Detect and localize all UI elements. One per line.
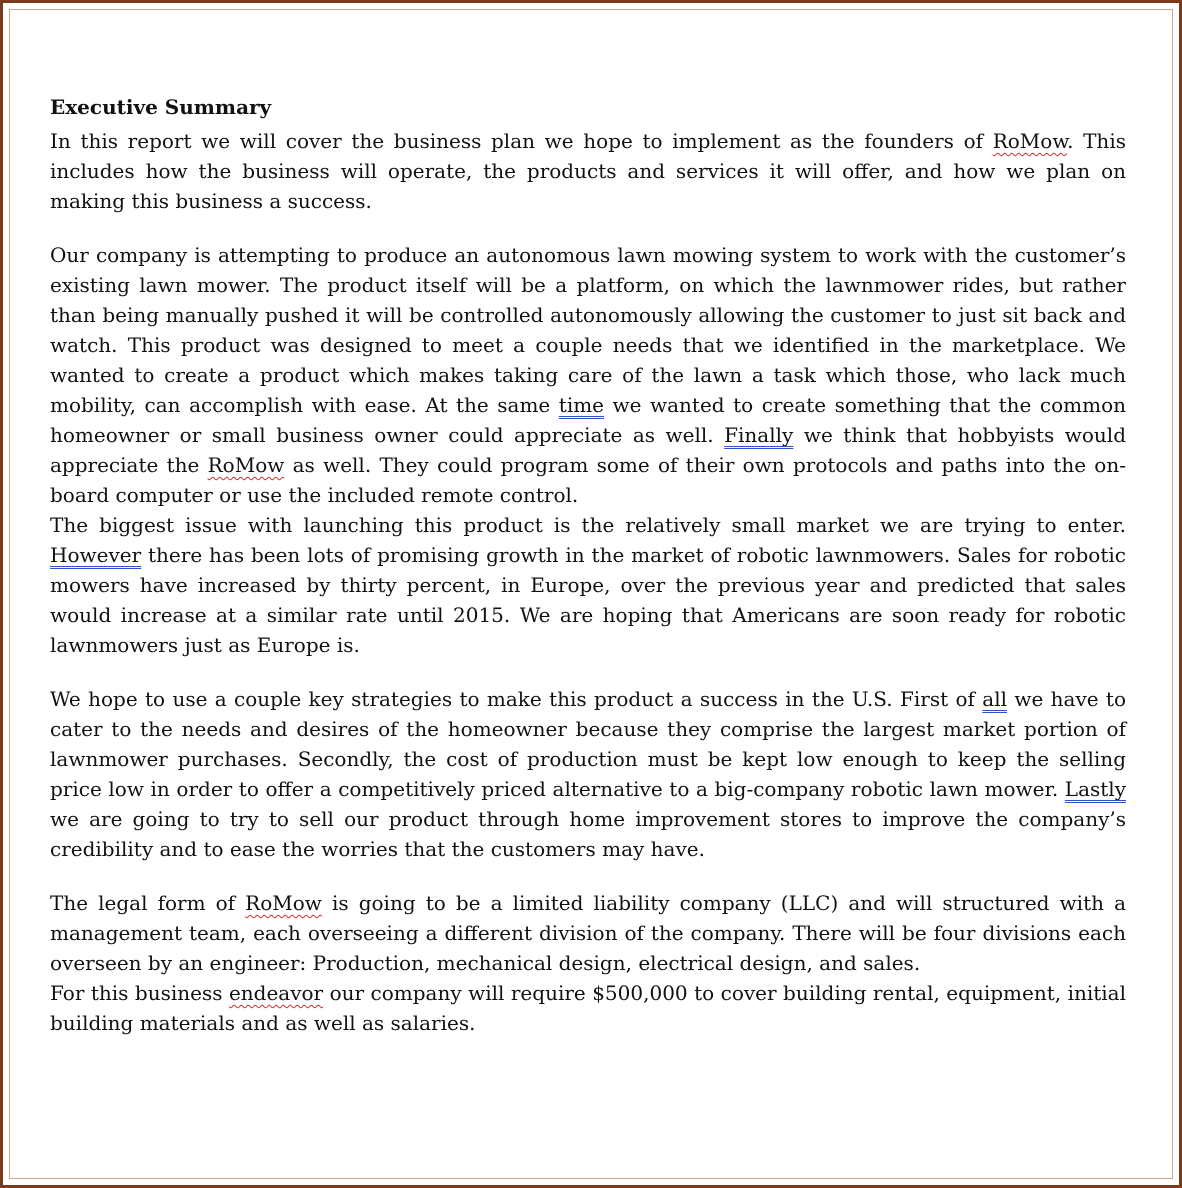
grammar-flagged-word[interactable]: Finally (724, 423, 794, 447)
paragraph-text: The biggest issue with launching this product is the relatively small market we are trying to enter. (50, 513, 1126, 537)
paragraph-text: For this business (50, 981, 229, 1005)
paragraph-text: The legal form of (50, 891, 246, 915)
paragraph-text: . This includes how the business will operate, the products and services it will offer, and how we plan on making this business a success. (50, 129, 1126, 213)
grammar-flagged-word[interactable]: However (50, 543, 142, 567)
grammar-flagged-word[interactable]: all (982, 687, 1007, 711)
paragraph-text: we are going to try to sell our product through home improvement stores to improve the company’s credibility and to ease the worries that the customers may have. (50, 807, 1126, 861)
document-title: Executive Summary (50, 95, 272, 119)
paragraph-1 (50, 126, 1126, 216)
paragraph-2 (50, 240, 1126, 510)
spelling-flagged-word[interactable]: RoMow (207, 453, 285, 477)
paragraph-text: We hope to use a couple key strategies to make this product a success in the U.S. First of (50, 687, 983, 711)
paragraph-text: we think that hobbyists would appreciate the (50, 423, 1126, 477)
paragraph-text: there has been lots of promising growth in the market of robotic lawnmowers. Sales for robotic mowers have increased by thirty percent, in Europe, over the previous year and predicted that sales would increase at a similar rate until 2015. We are hoping that Americans are soon ready for robotic lawnmowers just as Europe is. (50, 543, 1126, 657)
document-paragraphs (50, 126, 1126, 1038)
paragraph-text: we have to cater to the needs and desires of the homeowner because they comprise the largest market portion of lawnmower purchases. Secondly, the cost of production must be kept low enough to keep the selling price low in order to offer a competitively priced alternative to a big-company robotic lawn mower. (50, 687, 1126, 801)
paragraph-6 (50, 978, 1126, 1038)
grammar-flagged-word[interactable]: time (558, 393, 605, 417)
paragraph-text: as well. They could program some of their own protocols and paths into the on-board computer or use the included remote control. (50, 453, 1126, 507)
paragraph-text: our company will require $500,000 to cover building rental, equipment, initial building materials and as well as salaries. (50, 981, 1126, 1035)
paragraph-text: we wanted to create something that the common homeowner or small business owner could appreciate as well. (50, 393, 1127, 447)
paragraph-text: Our company is attempting to produce an autonomous lawn mowing system to work with the customer’s existing lawn mower. The product itself will be a platform, on which the lawnmower rides, but rather than being manually pushed it will be controlled autonomously allowing the customer to just sit back and watch. This product was designed to meet a couple needs that we identified in the marketplace. We wanted to create a product which makes taking care of the lawn a task which those, who lack much mobility, can accomplish with ease. At the same (50, 243, 1126, 417)
spelling-flagged-word[interactable]: RoMow (992, 129, 1068, 153)
spelling-flagged-word[interactable]: RoMow (245, 891, 322, 915)
paragraph-text: is going to be a limited liability company (LLC) and will structured with a management team, each overseeing a different division of the company. There will be four divisions each overseen by an engineer: Production, mechanical design, electrical design, and sales. (50, 891, 1126, 975)
paragraph-4 (50, 684, 1126, 864)
paragraph-text: In this report we will cover the business plan we hope to implement as the founders of (50, 129, 993, 153)
document-body (50, 92, 1126, 1038)
grammar-flagged-word[interactable]: Lastly (1064, 777, 1126, 801)
spelling-flagged-word[interactable]: endeavor (228, 981, 324, 1005)
paragraph-3 (50, 510, 1126, 660)
paragraph-5 (50, 888, 1126, 978)
